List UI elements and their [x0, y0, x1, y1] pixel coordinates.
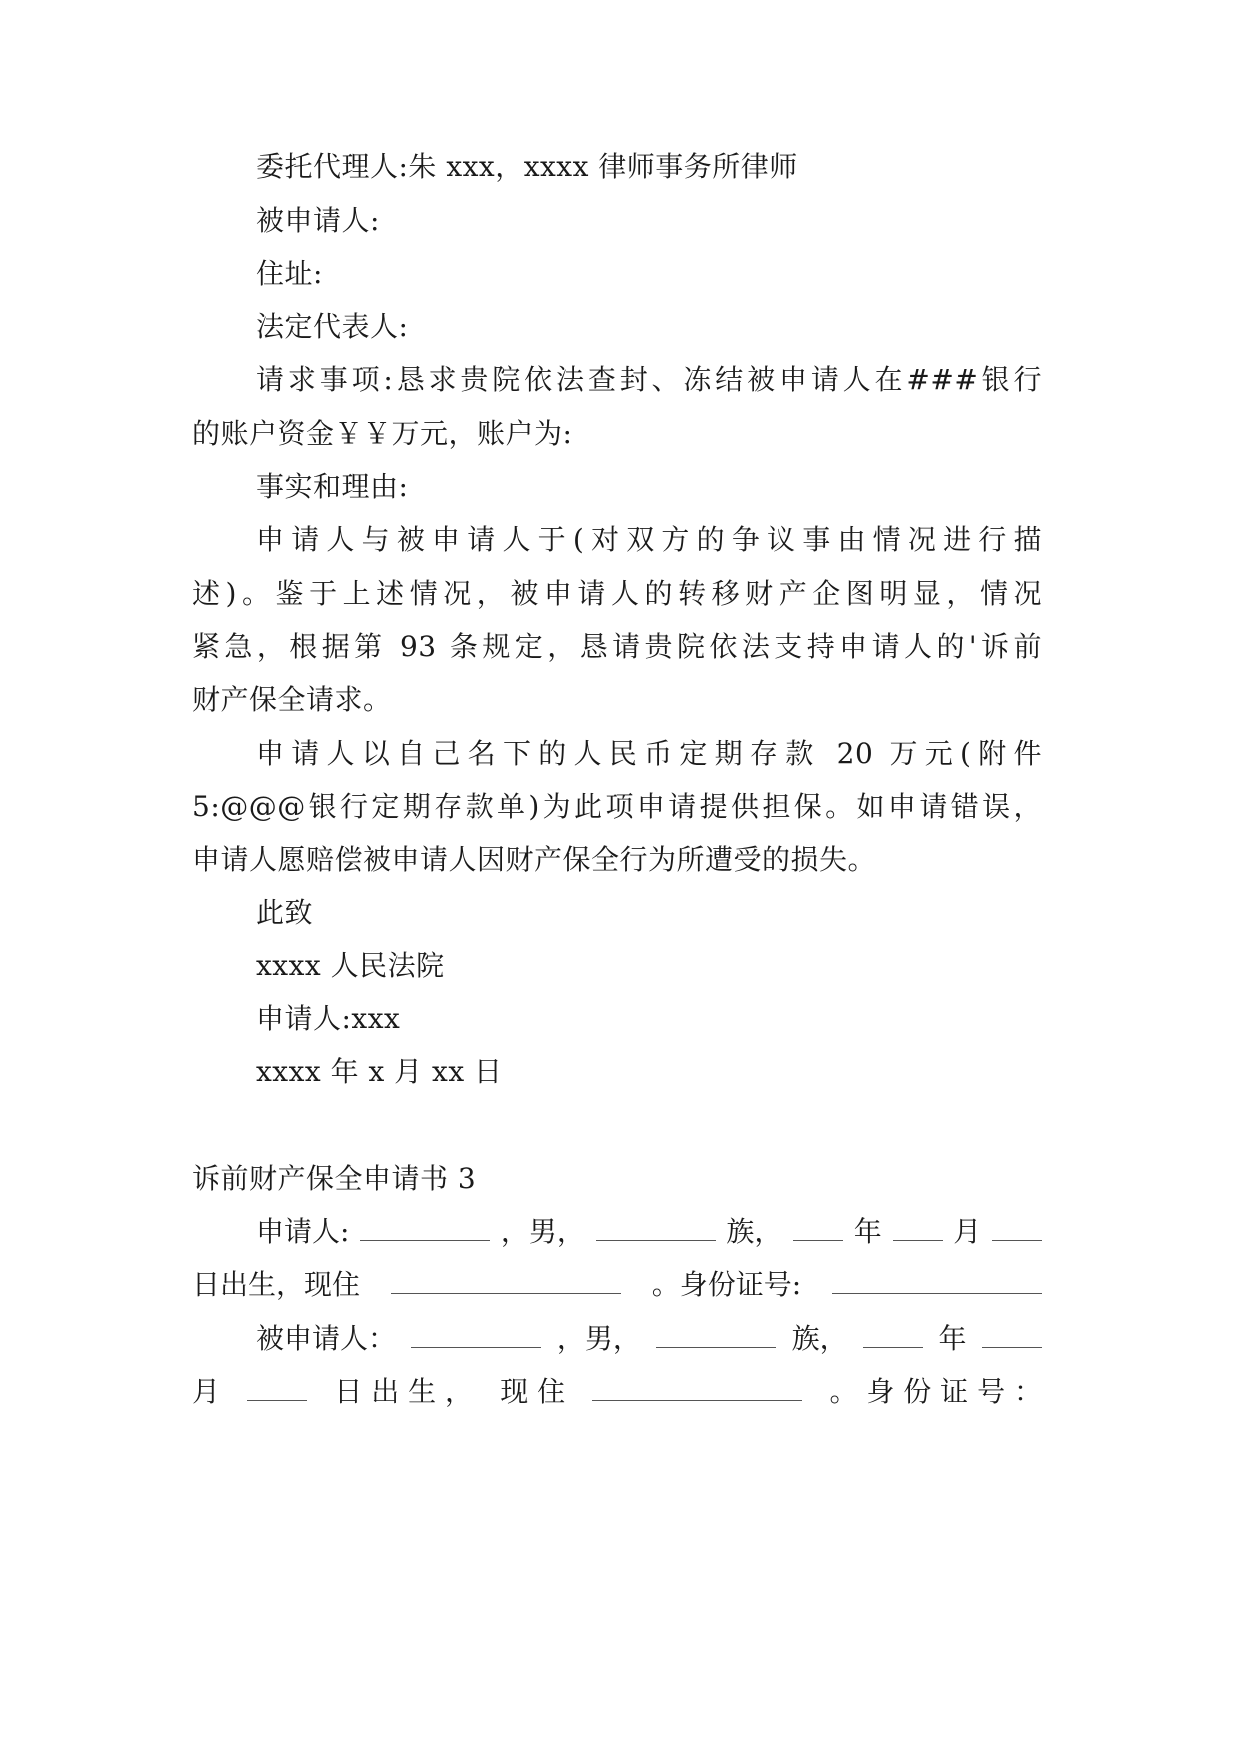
residence-blank: [391, 1267, 621, 1294]
respondent-form-label: 被申请人：: [256, 1322, 397, 1355]
facts-line-3: 紧急，根据第 93 条规定，恳请贵院依法支持申请人的'诉前: [192, 630, 1042, 663]
respondent-line: 被申请人:: [256, 204, 380, 237]
year-blank: [793, 1214, 843, 1241]
facts-heading: 事实和理由:: [256, 470, 409, 503]
day2-blank: [247, 1374, 307, 1401]
form-birth-row: [192, 1267, 1042, 1303]
ethnicity2-blank: [656, 1321, 776, 1348]
guarantee-line-3: 申请人愿赔偿被申请人因财产保全行为所遭受的损失。: [192, 843, 877, 876]
year2-text: 年: [938, 1322, 967, 1355]
facts-line-4: 财产保全请求。: [192, 683, 392, 716]
year-text: 年: [853, 1215, 882, 1248]
facts-line-1: 申请人与被申请人于(对双方的争议事由情况进行描: [256, 523, 1042, 556]
day-blank: [992, 1214, 1042, 1241]
applicant-label: 申请人:: [256, 1215, 350, 1248]
agent-line: 委托代理人:朱 xxx，xxxx 律师事务所律师: [256, 150, 798, 183]
id-label2: 。 身 份 证 号 ：: [829, 1375, 1042, 1408]
form-applicant-row: [256, 1214, 1042, 1250]
born-text: 日出生，现住: [192, 1268, 361, 1301]
id-label: 。身份证号:: [651, 1268, 802, 1301]
form-respondent-row: [256, 1321, 1042, 1357]
request-line-1: 请求事项:恳求贵院依法查封、冻结被申请人在###银行: [256, 363, 1042, 396]
request-line-2: 的账户资金￥￥万元，账户为:: [192, 417, 573, 450]
applicant-signature: 申请人:xxx: [256, 1002, 401, 1035]
ethnicity-blank: [596, 1214, 716, 1241]
applicant-name-blank: [360, 1214, 490, 1241]
closing-line: 此致: [256, 896, 314, 929]
address-line: 住址:: [256, 257, 323, 290]
month2-text: 月: [192, 1375, 221, 1408]
male-text: ，男，: [500, 1215, 585, 1248]
month2-blank: [982, 1321, 1042, 1348]
form-respondent-birth-row: [192, 1374, 1042, 1410]
guarantee-line-2: 5:@@@银行定期存款单)为此项申请提供担保。如申请错误，: [192, 790, 1042, 823]
month-blank: [893, 1214, 943, 1241]
id-number-blank: [832, 1267, 1042, 1294]
male2-text: ，男，: [556, 1322, 641, 1355]
guarantee-line-1: 申请人以自己名下的人民币定期存款 20 万元(附件: [256, 737, 1042, 770]
reside-text: 现 住: [500, 1375, 566, 1408]
ethnicity-text: 族，: [726, 1215, 783, 1248]
facts-line-2: 述)。鉴于上述情况，被申请人的转移财产企图明显，情况: [192, 577, 1042, 610]
year2-blank: [863, 1321, 923, 1348]
month-text: 月: [953, 1215, 982, 1248]
court-line: xxxx 人民法院: [256, 949, 445, 982]
ethnicity2-text: 族，: [791, 1322, 848, 1355]
section-title: 诉前财产保全申请书 3: [192, 1162, 477, 1195]
respondent-name-blank: [411, 1321, 541, 1348]
day-born-text: 日 出 生 ，: [334, 1375, 474, 1408]
legal-rep-line: 法定代表人:: [256, 310, 409, 343]
residence2-blank: [592, 1374, 802, 1401]
date-line: xxxx 年 x 月 xx 日: [256, 1055, 503, 1088]
